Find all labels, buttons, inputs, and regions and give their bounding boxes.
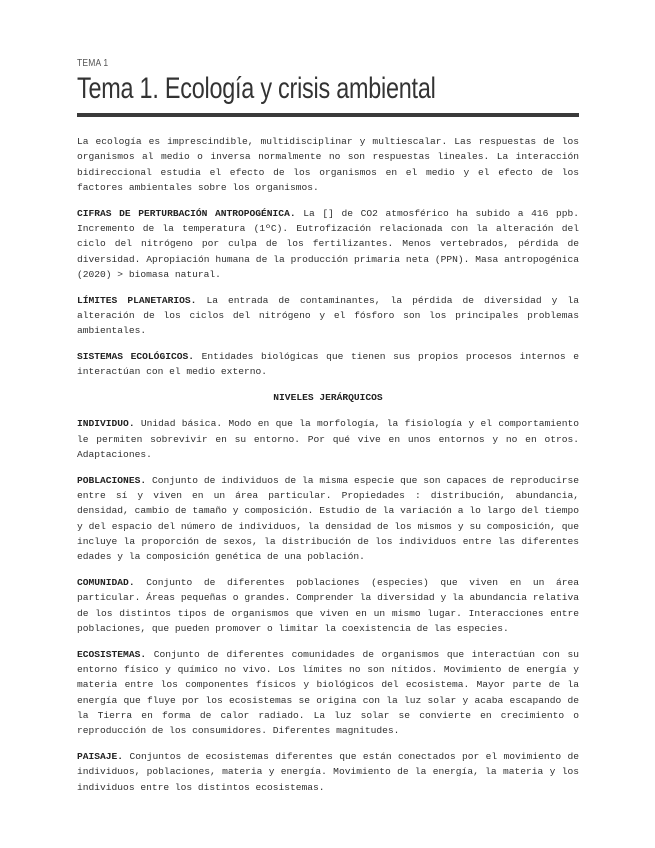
term-label: CIFRAS DE PERTURBACIÓN ANTROPOGÉNICA.: [77, 207, 296, 219]
term-label: SISTEMAS ECOLÓGICOS.: [77, 351, 194, 363]
paragraph-paisaje: [77, 749, 579, 795]
term-label: INDIVIDUO.: [77, 418, 135, 430]
term-label: COMUNIDAD.: [77, 577, 135, 589]
paragraph-text: Conjunto de diferentes poblaciones (especies) que viven en un área particular. Áreas pequeñas o grandes. Comprender la diversidad y la abundancia relativa de los distintos tipos de organismos que viven en un mismo lugar. Interacciones entre poblaciones, que pueden promover o limitar la coexistencia de las especies.: [77, 577, 579, 635]
term-label: ECOSISTEMAS.: [77, 648, 147, 660]
paragraph-limites: [77, 293, 579, 339]
intro-paragraph: La ecología es imprescindible, multidisciplinar y multiescalar. Las respuestas de los organismos al medio o inversa normalmente no son respuestas lineales. La interacción bidireccional estudia el efecto de los organismos en el medio y el efecto de los factores ambientales sobre los organismos.: [77, 136, 579, 193]
paragraph-text: La [] de CO2 atmosférico ha subido a 416 ppb. Incremento de la temperatura (1ºC). Eutrofización relacionada con la alteración del ciclo del nitrógeno por culpa de los fertilizantes. Menos vertebrados, pérdida de diversidad. Apropiación humana de la producción primaria neta (PPN). Masa antropogénica (2020) > biomasa natural.: [77, 207, 579, 280]
paragraph-text: Conjunto de diferentes comunidades de organismos que interactúan con su entorno físico y químico no vivo. Los límites no son nítidos. Movimiento de energía y materia entre los componentes físicos y biológicos del ecosistema. Mayor parte de la energía que fluye por los ecosistemas se origina con la luz solar y acaba escapando de la Tierra en forma de calor radiado. La luz solar se convierte en crecimiento o reproducción de los consumidores. Diferentes magnitudes.: [77, 648, 579, 737]
title-rule: [77, 113, 579, 117]
document-body: [77, 134, 579, 805]
paragraph-perturbacion: [77, 206, 579, 282]
paragraph-poblaciones: [77, 473, 579, 565]
paragraph-ecosistemas: [77, 647, 579, 739]
paragraph-text: Conjuntos de ecosistemas diferentes que están conectados por el movimiento de individuos, poblaciones, materia y energía. Movimiento de la energía, la materia y los individuos entre los distintos ecosistemas.: [77, 751, 579, 793]
subheading: NIVELES JERÁRQUICOS: [273, 392, 383, 404]
paragraph-text: La entrada de contaminantes, la pérdida de diversidad y la alteración de los ciclos del nitrógeno y el fósforo son los principales problemas ambientales.: [77, 294, 579, 337]
page-title: Tema 1. Ecología y crisis ambiental: [77, 72, 436, 105]
term-label: PAISAJE.: [77, 751, 124, 763]
section-eyebrow: TEMA 1: [77, 58, 109, 69]
paragraph-sistemas: [77, 349, 579, 380]
paragraph-individuo: [77, 416, 579, 462]
paragraph-text: Entidades biológicas que tienen sus propios procesos internos e interactúan con el medio externo.: [77, 351, 579, 378]
paragraph-text: Unidad básica. Modo en que la morfología, la fisiología y el comportamiento le permiten sobrevivir en su entorno. Por qué vive en unos entornos y no en otros. Adaptaciones.: [77, 418, 579, 461]
paragraph-comunidad: [77, 575, 579, 636]
term-label: LÍMITES PLANETARIOS.: [77, 294, 197, 306]
term-label: POBLACIONES.: [77, 474, 147, 486]
paragraph-text: Conjunto de individuos de la misma especie que son capaces de reproducirse entre sí y viven en un área particular. Propiedades : distribución, abundancia, densidad, cambio de tamaño y composición. Estudio de la variación a lo largo del tiempo y del espacio del número de individuos, la densidad de los mismos y su composición, que incluye la proporción de sexos, la distribución de los individuos entre las diferentes edades y la composición genética de una población.: [77, 474, 579, 563]
